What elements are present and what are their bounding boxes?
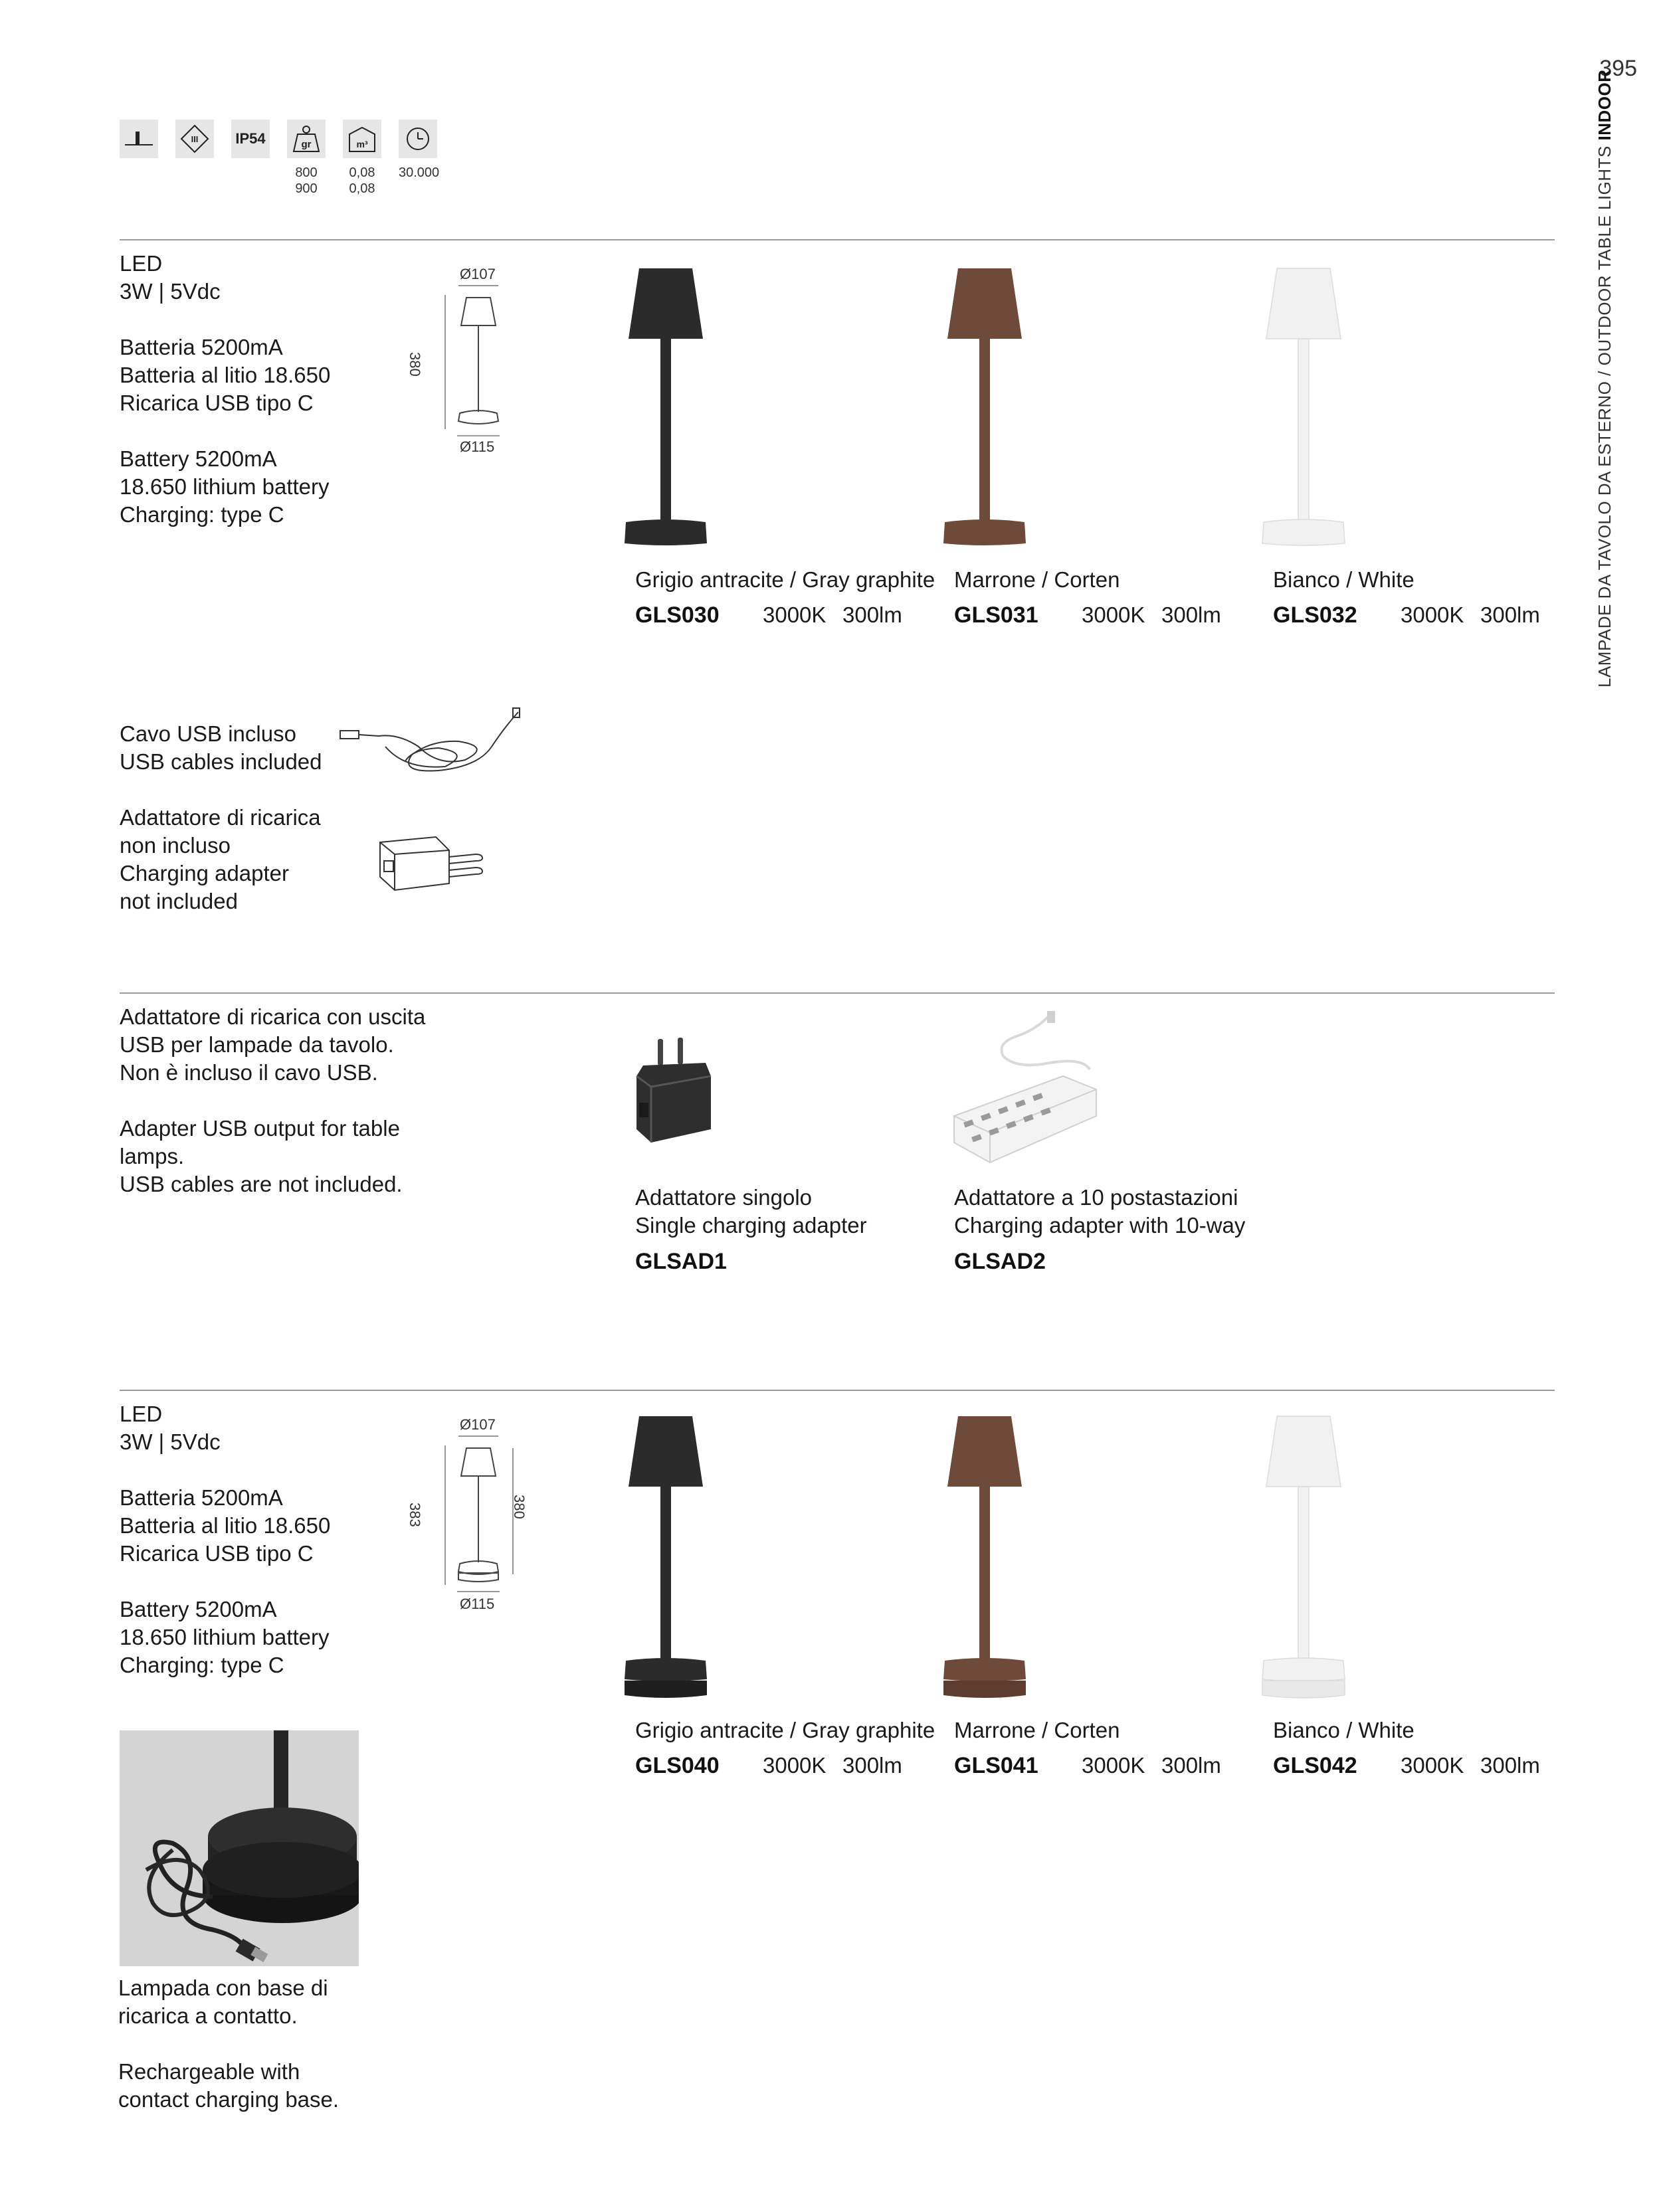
adapter-caption-line: Single charging adapter	[635, 1213, 867, 1238]
spec-line: Batteria al litio 18.650	[120, 363, 331, 387]
charging-adapter-icon	[376, 824, 489, 897]
product-code: GLS041	[954, 1753, 1038, 1778]
lamp-technical-drawing	[439, 284, 512, 437]
adapter-note-line: not included	[120, 889, 238, 913]
ten-way-adapter-image	[950, 1010, 1110, 1169]
desc-line: Non è incluso il cavo USB.	[120, 1060, 378, 1085]
spec-line: Batteria 5200mA	[120, 1485, 283, 1510]
volume-value-2: 0,08	[349, 181, 375, 196]
volume-icon-label: m³	[356, 139, 368, 149]
product-color-temp: 3000K	[1082, 1753, 1145, 1778]
weight-value-1: 800	[295, 165, 318, 180]
product-code: GLS030	[635, 602, 720, 628]
spec-line: Ricarica USB tipo C	[120, 391, 314, 415]
spec-line: Battery 5200mA	[120, 446, 277, 471]
product-lumen: 300lm	[842, 602, 902, 627]
adapter-note-line: Adattatore di ricarica	[120, 805, 321, 830]
product-color-temp: 3000K	[1401, 1753, 1464, 1778]
page-number: 395	[1599, 56, 1637, 81]
base-diameter-label: Ø115	[460, 1596, 495, 1612]
hours-value	[399, 165, 440, 181]
weight-icon-label: gr	[301, 139, 312, 150]
hours-value-text: 30.000	[399, 165, 440, 180]
spec-line: LED	[120, 251, 163, 276]
spec-line: 18.650 lithium battery	[120, 474, 330, 499]
spec-line: Batteria 5200mA	[120, 335, 283, 359]
adapter-caption	[954, 1184, 1245, 1240]
lamp-technical-drawing	[439, 1435, 518, 1594]
adapter-note-line: Charging adapter	[120, 861, 290, 885]
product-lumen: 300lm	[1161, 602, 1221, 627]
desc-line: USB cables are not included.	[120, 1172, 403, 1196]
spec-line: Charging: type C	[120, 502, 284, 527]
spec-line: 3W | 5Vdc	[120, 279, 221, 304]
lamp-white-image	[1262, 268, 1345, 545]
lamp-corten-image	[943, 268, 1026, 545]
adapter-caption	[635, 1184, 867, 1240]
product-lumen: 300lm	[842, 1753, 902, 1778]
product-code: GLS040	[635, 1753, 720, 1778]
side-label-strong: INDOOR	[1595, 69, 1614, 141]
product-code: GLSAD1	[635, 1249, 727, 1274]
product-lumen: 300lm	[1480, 1753, 1540, 1778]
cable-note-line: USB cables included	[120, 749, 322, 774]
weight-icon	[287, 120, 326, 158]
product-code: GLS032	[1273, 602, 1357, 628]
spec-line: Batteria al litio 18.650	[120, 1513, 331, 1538]
height-label-right: 380	[511, 1495, 528, 1519]
product-color-temp: 3000K	[1082, 602, 1145, 627]
clock-icon	[399, 120, 437, 158]
adapter-note	[120, 804, 321, 915]
spec-line: 18.650 lithium battery	[120, 1625, 330, 1649]
photo-caption-line: Rechargeable with	[118, 2059, 300, 2084]
section2-description	[120, 1003, 425, 1198]
desc-line: USB per lampade da tavolo.	[120, 1032, 394, 1057]
height-label: 380	[407, 352, 423, 377]
section-divider	[120, 239, 1555, 240]
adapter-note-line: non incluso	[120, 833, 231, 858]
weight-values	[287, 165, 326, 197]
lamp-white-image	[1262, 1416, 1345, 1698]
section3-specs	[120, 1400, 330, 1679]
charging-base-photo	[120, 1730, 359, 1966]
adapter-caption-line: Adattatore a 10 postastazioni	[954, 1185, 1238, 1210]
product-lumen: 300lm	[1480, 602, 1540, 627]
ip-rating-icon: IP54	[231, 120, 270, 158]
svg-text:III: III	[191, 134, 199, 144]
spec-line: Battery 5200mA	[120, 1597, 277, 1621]
product-color-label: Bianco / White	[1273, 567, 1415, 592]
volume-icon	[343, 120, 381, 158]
product-color-temp: 3000K	[763, 1753, 827, 1778]
single-adapter-image	[631, 1036, 718, 1149]
volume-values	[343, 165, 381, 197]
side-label-prefix: LAMPADE DA TAVOLO DA ESTERNO / OUTDOOR TABLE LIGHTS	[1595, 145, 1614, 688]
cable-note-line: Cavo USB incluso	[120, 721, 296, 746]
top-diameter-label: Ø107	[460, 1416, 496, 1433]
desc-line: lamps.	[120, 1144, 185, 1168]
class-iii-icon	[175, 120, 214, 158]
lamp-gray-graphite-image	[625, 1416, 707, 1698]
lamp-product-images	[625, 266, 1555, 551]
spec-line: Ricarica USB tipo C	[120, 1541, 314, 1566]
volume-value-1: 0,08	[349, 165, 375, 180]
lamp-gray-graphite-image	[625, 268, 707, 545]
product-color-label: Grigio antracite / Gray graphite	[635, 567, 935, 592]
desc-line: Adapter USB output for table	[120, 1116, 400, 1141]
product-lumen: 300lm	[1161, 1753, 1221, 1778]
product-color-temp: 3000K	[763, 602, 827, 627]
side-section-label	[1595, 69, 1615, 688]
photo-caption-line: contact charging base.	[118, 2087, 340, 2112]
product-color-label: Bianco / White	[1273, 1718, 1415, 1742]
photo-caption	[118, 1974, 339, 2114]
adapter-caption-line: Charging adapter with 10-way	[954, 1213, 1246, 1238]
desc-line: Adattatore di ricarica con uscita	[120, 1004, 426, 1029]
spec-line: Charging: type C	[120, 1653, 284, 1677]
product-color-label: Marrone / Corten	[954, 567, 1120, 592]
base-diameter-label: Ø115	[460, 438, 495, 455]
spec-line: 3W | 5Vdc	[120, 1429, 221, 1454]
mounting-icon	[120, 120, 158, 158]
product-code: GLSAD2	[954, 1249, 1046, 1274]
height-label-left: 383	[407, 1503, 423, 1527]
usb-cable-icon	[339, 707, 525, 786]
section1-specs	[120, 250, 330, 529]
lamp-product-images	[625, 1414, 1555, 1706]
section-divider	[120, 1390, 1555, 1391]
product-code: GLS042	[1273, 1753, 1357, 1778]
top-diameter-label: Ø107	[460, 266, 496, 282]
section-divider	[120, 992, 1555, 994]
spec-line: LED	[120, 1402, 163, 1426]
cable-note	[120, 720, 322, 776]
product-color-label: Grigio antracite / Gray graphite	[635, 1718, 935, 1742]
photo-caption-line: Lampada con base di	[118, 1976, 328, 2000]
product-code: GLS031	[954, 602, 1038, 628]
photo-caption-line: ricarica a contatto.	[118, 2003, 298, 2028]
adapter-caption-line: Adattatore singolo	[635, 1185, 813, 1210]
product-color-label: Marrone / Corten	[954, 1718, 1120, 1742]
lamp-corten-image	[943, 1416, 1026, 1698]
weight-value-2: 900	[295, 181, 318, 196]
product-color-temp: 3000K	[1401, 602, 1464, 627]
